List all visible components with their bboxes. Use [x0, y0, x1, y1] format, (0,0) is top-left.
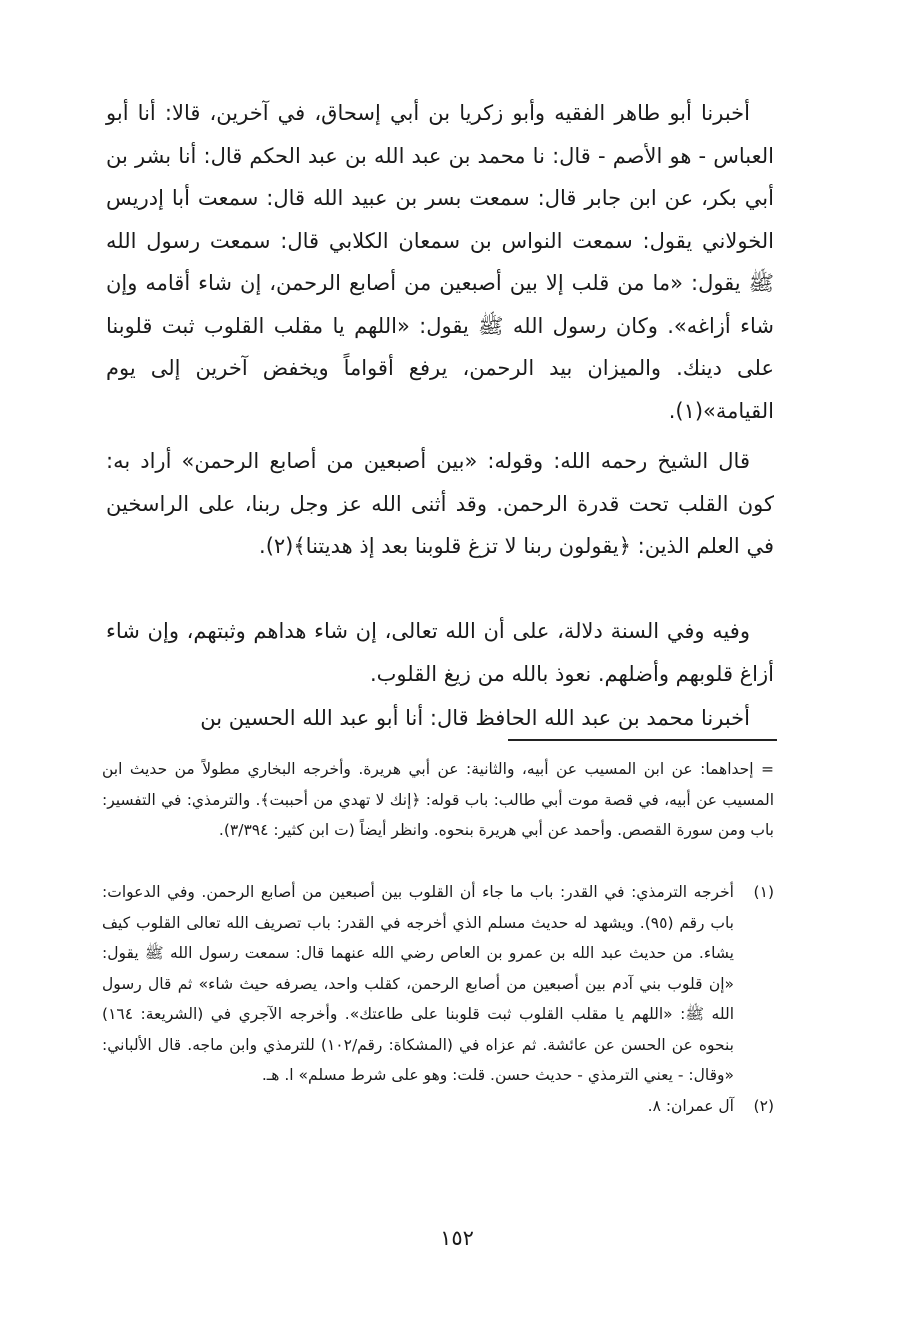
main-text-paragraph-4: [106, 697, 774, 740]
paragraph-text: أخبرنا محمد بن عبد الله الحافظ قال: أنا أبو عبد الله الحسين بن: [200, 706, 750, 730]
main-text-paragraph-1: [106, 92, 774, 432]
page-number: ١٥٢: [440, 1226, 474, 1250]
footnote-2: [102, 1091, 774, 1122]
paragraph-text: أخبرنا أبو طاهر الفقيه وأبو زكريا بن أبي إسحاق، في آخرين، قالا: أنا أبو العباس - هو الأصم - قال: نا محمد بن عبد الله بن عبد الحكم قال: أنا بشر بن أبي بكر، عن ابن جابر قال: سمعت بسر بن عبيد الله قال: سمعت أبا إدريس الخولاني يقول: سمعت النواس بن سمعان الكلابي قال: سمعت رسول الله ﷺ يقول: «ما من قلب إلا بين أصبعين من أصابع الرحمن، إن شاء أقامه وإن شاء أزاغه». وكان رسول الله ﷺ يقول: «اللهم يا مقلب القلوب ثبت قلوبنا على دينك. والميزان بيد الرحمن، يرفع أقواماً ويخفض آخرين إلى يوم القيامة»(١).: [106, 101, 774, 423]
main-text-paragraph-3: [106, 610, 774, 695]
main-text-paragraph-2: [106, 440, 774, 568]
footnote-number: (٢): [753, 1096, 774, 1115]
footnote-1: [102, 877, 774, 1091]
footnote-text: آل عمران: ٨.: [647, 1096, 734, 1115]
footnote-continuation-text: = إحداهما: عن ابن المسيب عن أبيه، والثانية: عن أبي هريرة. وأخرجه البخاري مطولاً من حديث ابن المسيب عن أبيه، في قصة موت أبي طالب: باب قوله: ﴿إنك لا تهدي من أحببت﴾. والترمذي: في التفسير: باب ومن سورة القصص. وأحمد عن أبي هريرة بنحوه. وانظر أيضاً (ت ابن كثير: ٣/٣٩٤).: [102, 760, 774, 839]
footnote-list: [102, 877, 774, 1121]
footnote-separator-line: [508, 739, 777, 741]
footnote-text: أخرجه الترمذي: في القدر: باب ما جاء أن القلوب بين أصبعين من أصابع الرحمن. وفي الدعوات: باب رقم (٩٥). ويشهد له حديث مسلم الذي أخرجه في القدر: باب تصريف الله تعالى القلوب كيف يشاء. من حديث عبد الله بن عمرو بن العاص رضي الله عنهما قال: سمعت رسول الله ﷺ يقول: «إن قلوب بني آدم بين أصبعين من أصابع الرحمن، كقلب واحد، يصرفه حيث شاء» ثم قال رسول الله ﷺ: «اللهم يا مقلب القلوب ثبت قلوبنا على طاعتك». وأخرجه الآجري في (الشريعة: ١٦٤) بنحوه عن الحسن عن عائشة. ثم عزاه في (المشكاة: رقم/١٠٢) للترمذي وابن ماجه. قال الألباني: «وقال: - يعني الترمذي - حديث حسن. قلت: وهو على شرط مسلم» ا. هـ.: [102, 883, 735, 1084]
paragraph-text: وفيه وفي السنة دلالة، على أن الله تعالى، إن شاء هداهم وثبتهم، وإن شاء أزاغ قلوبهم وأضلهم. نعوذ بالله من زيغ القلوب.: [106, 619, 774, 686]
footnote-number: (١): [753, 883, 774, 901]
footnote-continuation: [102, 754, 774, 846]
paragraph-text: قال الشيخ رحمه الله: وقوله: «بين أصبعين من أصابع الرحمن» أراد به: كون القلب تحت قدرة الرحمن. وقد أثنى الله عز وجل ربنا، على الراسخين في العلم الذين: ﴿يقولون ربنا لا تزغ قلوبنا بعد إذ هديتنا﴾(٢).: [106, 449, 774, 558]
